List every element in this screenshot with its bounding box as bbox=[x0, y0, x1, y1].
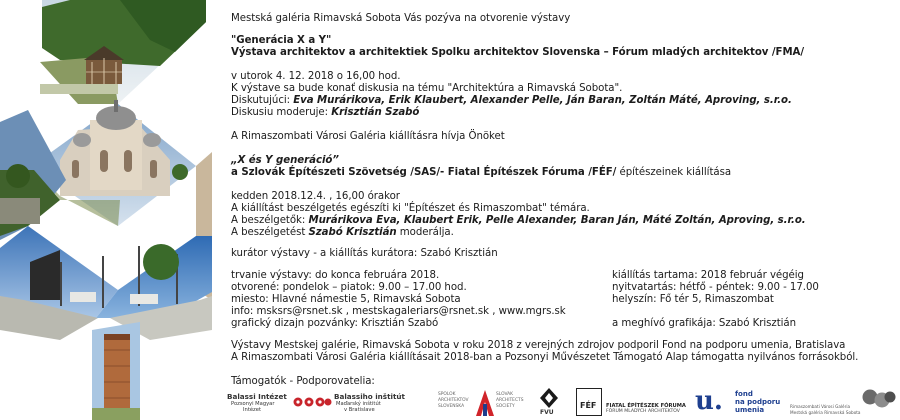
balassi-intezet-name: Balassi Intézet bbox=[227, 392, 287, 401]
fvu-logo bbox=[538, 388, 560, 418]
fond-line1: fond bbox=[735, 390, 753, 398]
duration-hu: kiállítás tartama: 2018 február végéig bbox=[612, 270, 804, 281]
intro-hu: A Rimaszombati Városi Galéria kiállításra hívja Önöket bbox=[231, 131, 505, 142]
design-credit-hu: a meghívó grafikája: Szabó Krisztián bbox=[612, 318, 797, 329]
moderator-pre-hu: A beszélgetést bbox=[231, 227, 309, 238]
moderator-sk bbox=[231, 107, 419, 120]
exhibition-title-hu: „X és Y generáció” bbox=[231, 155, 339, 166]
funding-hu: A Rimaszombati Városi Galéria kiállításait 2018-ban a Pozsonyi Művészetet Támogató Alap támogatta nyilvános forrásokból. bbox=[231, 352, 859, 363]
date-sk: v utorok 4. 12. 2018 o 16,00 hod. bbox=[231, 71, 401, 82]
fond-na-podporu-umenia-logo bbox=[695, 386, 781, 418]
sas-line1: SPOLOK bbox=[438, 392, 456, 397]
fond-line2: na podporu bbox=[735, 398, 781, 406]
discussants-hu bbox=[231, 215, 806, 228]
fef-line2: FÓRUM MLADÝCH ARCHITEKTOV bbox=[606, 409, 680, 414]
sas-line4: SLOVAK bbox=[496, 392, 514, 397]
sas-line5: ARCHITECTS bbox=[496, 398, 524, 403]
discussion-sk: K výstave sa bude konať diskusia na tému "Architektúra a Rimavská Sobota". bbox=[231, 83, 623, 94]
discussants-names-hu: Murárikova Eva, Klaubert Erik, Pelle Alexander, Baran Ján, Máté Zoltán, Aproving, s.r.o. bbox=[308, 215, 806, 226]
gallery-line2: Mestská galéria Rimavská Sobota bbox=[790, 410, 861, 415]
balassi-intezet-line3: Intézet bbox=[243, 407, 261, 413]
funding-sk: Výstavy Mestskej galérie, Rimavská Sobota v roku 2018 z verejných zdrojov podporil Fond na podporu umenia, Bratislava bbox=[231, 340, 846, 351]
moderator-hu bbox=[231, 227, 454, 240]
moderator-name-sk: Krisztián Szabó bbox=[331, 107, 420, 118]
curator-line: kurátor výstavy - a kiállítás kurátora: Szabó Krisztián bbox=[231, 248, 498, 259]
sas-emblem-icon bbox=[476, 390, 494, 416]
gallery-logo bbox=[790, 392, 898, 418]
balassi-ornament-icon bbox=[292, 394, 332, 410]
hours-sk: otvorené: pondelok – piatok: 9.00 – 17.00 hod. bbox=[231, 282, 467, 293]
place-hu: helyszín: Fő tér 5, Rimaszombat bbox=[612, 294, 774, 305]
discussion-hu: A kiállítást beszélgetés egészíti ki "Építészet és Rimaszombat" témára. bbox=[231, 203, 590, 214]
barn-photo bbox=[26, 0, 206, 104]
fef-mark-text: FÉF bbox=[580, 401, 597, 410]
xy-photo-collage bbox=[0, 0, 212, 420]
fef-logo bbox=[576, 388, 694, 418]
discussants-names-sk: Eva Murárikova, Erik Klaubert, Alexander Pelle, Ján Baran, Zoltán Máté, Aproving, s.r.o. bbox=[293, 95, 792, 106]
exhibition-title-sk: "Generácia X a Y" bbox=[231, 35, 332, 46]
moderator-label-sk: Diskusiu moderuje: bbox=[231, 107, 332, 118]
balassi-intezet-logo bbox=[227, 392, 291, 416]
fond-mark-text: u. bbox=[695, 386, 723, 416]
moderator-post-hu: moderálja. bbox=[396, 227, 454, 238]
sponsors-label: Támogatók - Podporovatelia: bbox=[231, 376, 375, 387]
balassiho-institut-line3: v Bratislave bbox=[344, 407, 375, 413]
sas-line2: ARCHITEKTOV bbox=[438, 398, 469, 403]
exhibition-subtitle-hu-bold: a Szlovák Építészeti Szövetség /SAS/- Fiatal Építészek Fóruma /FÉF/ bbox=[231, 167, 617, 178]
discussants-label-sk: Diskutujúci: bbox=[231, 95, 294, 106]
place-sk: miesto: Hlavné námestie 5, Rimavská Sobota bbox=[231, 294, 461, 305]
fvu-text: FVU bbox=[540, 409, 554, 416]
street-photo bbox=[0, 110, 66, 240]
sas-line6: SOCIETY bbox=[496, 404, 515, 409]
discussants-sk bbox=[231, 95, 792, 108]
design-credit-sk: grafický dizajn pozvánky: Krisztián Szabó bbox=[231, 318, 439, 329]
sas-line3: SLOVENSKA bbox=[438, 404, 465, 409]
balassiho-institut-logo bbox=[334, 392, 404, 416]
gallery-line1: Rimaszombati Városi Galéria bbox=[790, 404, 851, 409]
fvu-emblem-icon bbox=[540, 388, 558, 408]
sas-logo bbox=[438, 390, 534, 418]
exhibition-subtitle-hu bbox=[231, 167, 731, 180]
balassi-intezet-line2: Pozsonyi Magyar bbox=[231, 401, 275, 407]
exhibition-subtitle-sk: Výstava architektov a architektiek Spolku architektov Slovenska – Fórum mladých architektov /FMA/ bbox=[231, 47, 805, 58]
exhibition-subtitle-hu-rest: építészeinek kiállítása bbox=[616, 167, 732, 178]
duration-sk: trvanie výstavy: do konca februára 2018. bbox=[231, 270, 440, 281]
hours-hu: nyitvatartás: hétfő - péntek: 9.00 - 17.00 bbox=[612, 282, 819, 293]
gallery-emblem-icon bbox=[862, 388, 896, 412]
balassiho-institut-line2: Maďarský inštitút bbox=[336, 401, 381, 407]
square-photo bbox=[0, 226, 212, 340]
fond-line3: umenia bbox=[735, 406, 765, 414]
moderator-name-hu: Szabó Krisztián bbox=[308, 227, 397, 238]
intro-sk: Mestská galéria Rimavská Sobota Vás pozýva na otvorenie výstavy bbox=[231, 13, 571, 24]
contact-info: info: msksrs@rsnet.sk , mestskagaleriars@rsnet.sk , www.mgrs.sk bbox=[231, 306, 566, 317]
brick-tower-photo bbox=[92, 322, 140, 420]
discussants-label-hu: A beszélgetők: bbox=[231, 215, 309, 226]
date-hu: kedden 2018.12.4. , 16,00 órakor bbox=[231, 191, 400, 202]
fef-line1: FIATAL ÉPÍTÉSZEK FÓRUMA bbox=[606, 403, 686, 409]
balassiho-institut-name: Balassiho inštitút bbox=[334, 392, 405, 401]
